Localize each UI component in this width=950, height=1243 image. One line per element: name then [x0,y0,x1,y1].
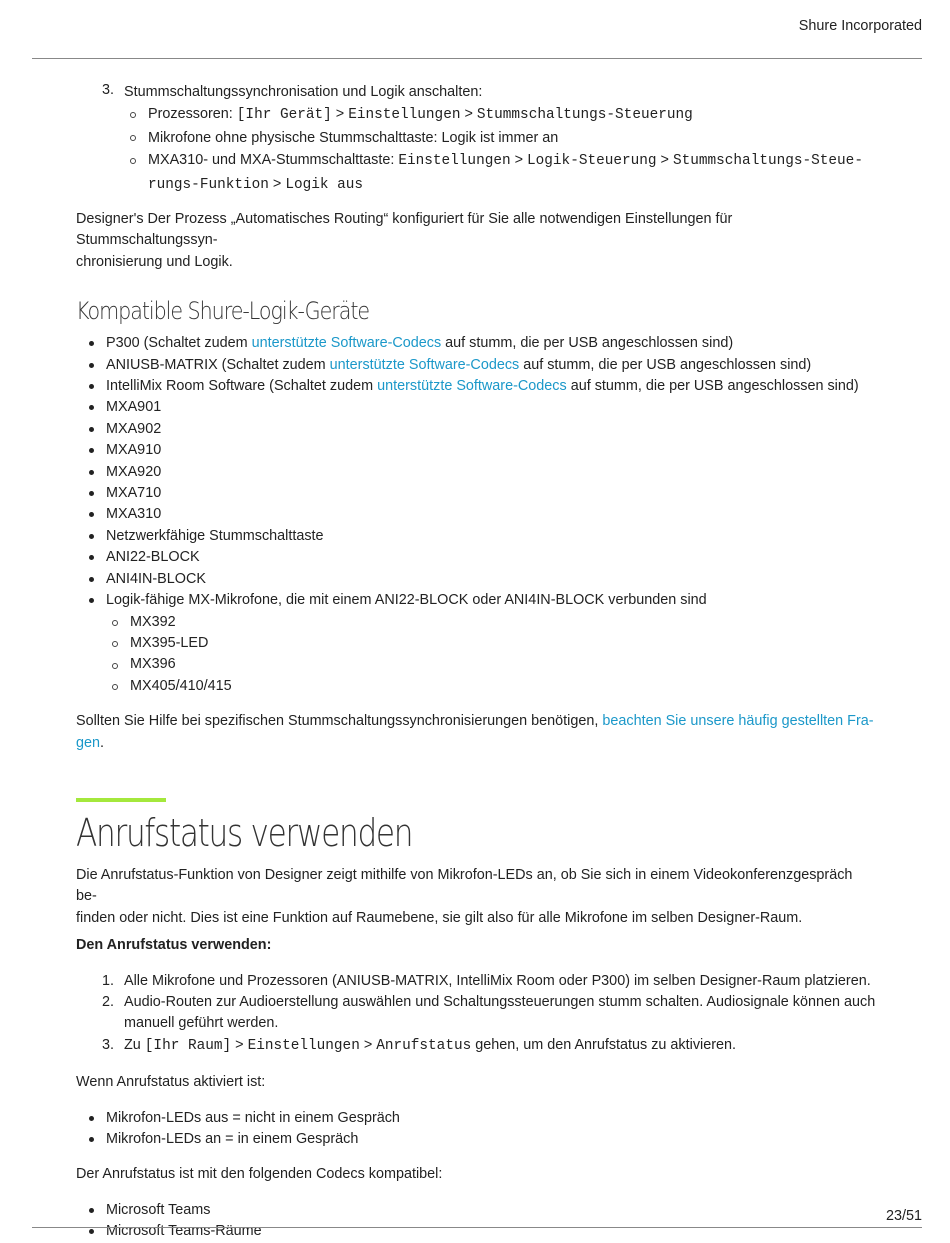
step-sublist [100,103,876,196]
codecs-intro: Der Anrufstatus ist mit den folgenden Codecs kompatibel: [76,1166,443,1183]
list-item: Netzwerkfähige Stummschalttaste [106,526,876,547]
mx-sublist [106,612,876,698]
list-item [106,376,876,397]
path-separator: > [231,1036,248,1053]
item-text: IntelliMix Room Software (Schaltet zudem [106,378,378,395]
step-text: Audio-Routen zur Audioerstellung auswählen und Schaltungssteuerungen stumm schalten. Audiosignale können auch [124,993,876,1010]
when-active-text: Wenn Anrufstatus aktiviert ist: [76,1074,266,1091]
path-separator: > [460,106,477,122]
list-item: MX395-LED [106,633,876,654]
step-number: 3. [102,1036,115,1053]
list-item [106,355,876,376]
step-text: Alle Mikrofone und Prozessoren (ANIUSB-MATRIX, IntelliMix Room oder P300) im selben Designer-Raum platzieren. [124,972,871,989]
page-footer-rule [32,1227,922,1228]
page-header [32,0,922,59]
ui-path: Logik aus [285,176,364,193]
steps-title: Den Anrufstatus verwenden: [76,937,272,954]
software-codecs-link[interactable]: unterstützte Software-Codecs [377,378,567,395]
list-item [106,333,876,354]
software-codecs-link[interactable]: unterstützte Software-Codecs [251,335,442,352]
item-text: auf stumm, die per USB angeschlossen sind) [566,378,859,395]
led-status-list [76,1108,876,1151]
item-text: Prozessoren: [148,106,237,122]
path-separator: > [656,152,673,168]
ui-path: Stummschaltungs-Steue- [672,153,863,169]
list-item: MX392 [106,612,876,633]
ui-path: Einstellungen [398,153,511,169]
path-separator: > [331,106,349,122]
item-text: MXA310- und MXA-Stummschalttaste: [148,152,399,168]
callstatus-steps [76,971,876,1058]
list-item: Mikrofon-LEDs aus = nicht in einem Gespräch [106,1108,876,1129]
list-item [106,590,876,697]
list-item: ANI22-BLOCK [106,547,876,568]
faq-link-continued[interactable]: gen [76,734,101,751]
step-text: manuell geführt werden. [124,1015,279,1032]
ui-path: [Ihr Gerät] [236,107,332,123]
step-number: 2. [102,993,115,1010]
software-codecs-link[interactable]: unterstützte Software-Codecs [329,356,520,373]
routing-note-line: Designer's Der Prozess „Automatisches Routing“ konfiguriert für Sie alle notwendigen Einstellungen für Stummschaltungssyn- [76,211,733,249]
codecs-list [76,1200,876,1243]
intro-line: finden oder nicht. Dies ist eine Funktion auf Raumebene, sie gilt also für alle Mikrofone im selben Designer-Raum. [76,909,803,926]
list-item [124,103,876,127]
list-item: MXA910 [106,440,876,461]
callstatus-intro [76,865,876,929]
routing-note-line: chronisierung und Logik. [76,253,233,270]
ui-path: Stummschaltungs-Steuerung [476,107,693,123]
item-text: P300 (Schaltet zudem [106,335,252,352]
section-accent-bar [76,798,166,802]
step-number: 1. [102,972,115,989]
routing-note [76,209,876,273]
list-item: MXA710 [106,483,876,504]
ui-path: rungs-Funktion [148,176,269,193]
list-item: Microsoft Teams-Räume [106,1221,876,1242]
list-item: Mikrofon-LEDs an = in einem Gespräch [106,1129,876,1150]
faq-link[interactable]: beachten Sie unsere häufig gestellten Fra- [602,713,874,730]
ui-path: Anrufstatus [376,1037,472,1054]
step-item [102,1035,876,1057]
list-item: MX396 [106,654,876,675]
item-text: Mikrofone ohne physische Stummschalttaste: Logik ist immer an [148,129,559,146]
help-paragraph [76,711,876,754]
path-separator: > [359,1036,377,1053]
list-item: MX405/410/415 [106,676,876,697]
item-text: auf stumm, die per USB angeschlossen sind) [519,356,812,373]
list-item: MXA901 [106,397,876,418]
ui-path: Einstellungen [348,107,461,123]
ui-path: Logik-Steuerung [527,153,657,169]
step-number: 3. [102,82,115,98]
step-text: Zu [124,1036,145,1053]
mute-sync-step [76,82,876,196]
help-text: Sollten Sie Hilfe bei spezifischen Stummschaltungssynchronisierungen benötigen, [76,713,603,730]
step-text: Stummschaltungssynchronisation und Logik anschalten: [124,84,483,100]
page-content [76,82,876,1243]
compatible-devices-list [76,333,876,697]
list-item: Microsoft Teams [106,1200,876,1221]
list-item: MXA902 [106,419,876,440]
path-separator: > [268,175,286,192]
list-item [124,149,876,196]
section-heading: Anrufstatus verwenden [76,810,413,855]
intro-line: Die Anrufstatus-Funktion von Designer zeigt mithilfe von Mikrofon-LEDs an, ob Sie sich in einem Videokonferenzgespräch be- [76,866,853,905]
compatible-devices-heading: Kompatible Shure-Logik-Geräte [76,297,370,326]
list-item [124,127,876,150]
list-item: ANI4IN-BLOCK [106,569,876,590]
item-text: Logik-fähige MX-Mikrofone, die mit einem ANI22-BLOCK oder ANI4IN-BLOCK verbunden sind [106,592,707,609]
header-company: Shure Incorporated [798,18,922,34]
item-text: auf stumm, die per USB angeschlossen sind) [441,335,734,352]
step-item [102,971,876,992]
path-separator: > [510,152,528,168]
step-text: gehen, um den Anrufstatus zu aktivieren. [471,1036,737,1053]
step-item [102,992,876,1035]
page-number: 23/51 [885,1208,922,1224]
list-item: MXA310 [106,504,876,525]
list-item: MXA920 [106,462,876,483]
ui-path: [Ihr Raum] [144,1037,232,1054]
ui-path: Einstellungen [247,1037,360,1054]
help-text-end: . [100,734,105,751]
item-text: ANIUSB-MATRIX (Schaltet zudem [106,356,330,373]
